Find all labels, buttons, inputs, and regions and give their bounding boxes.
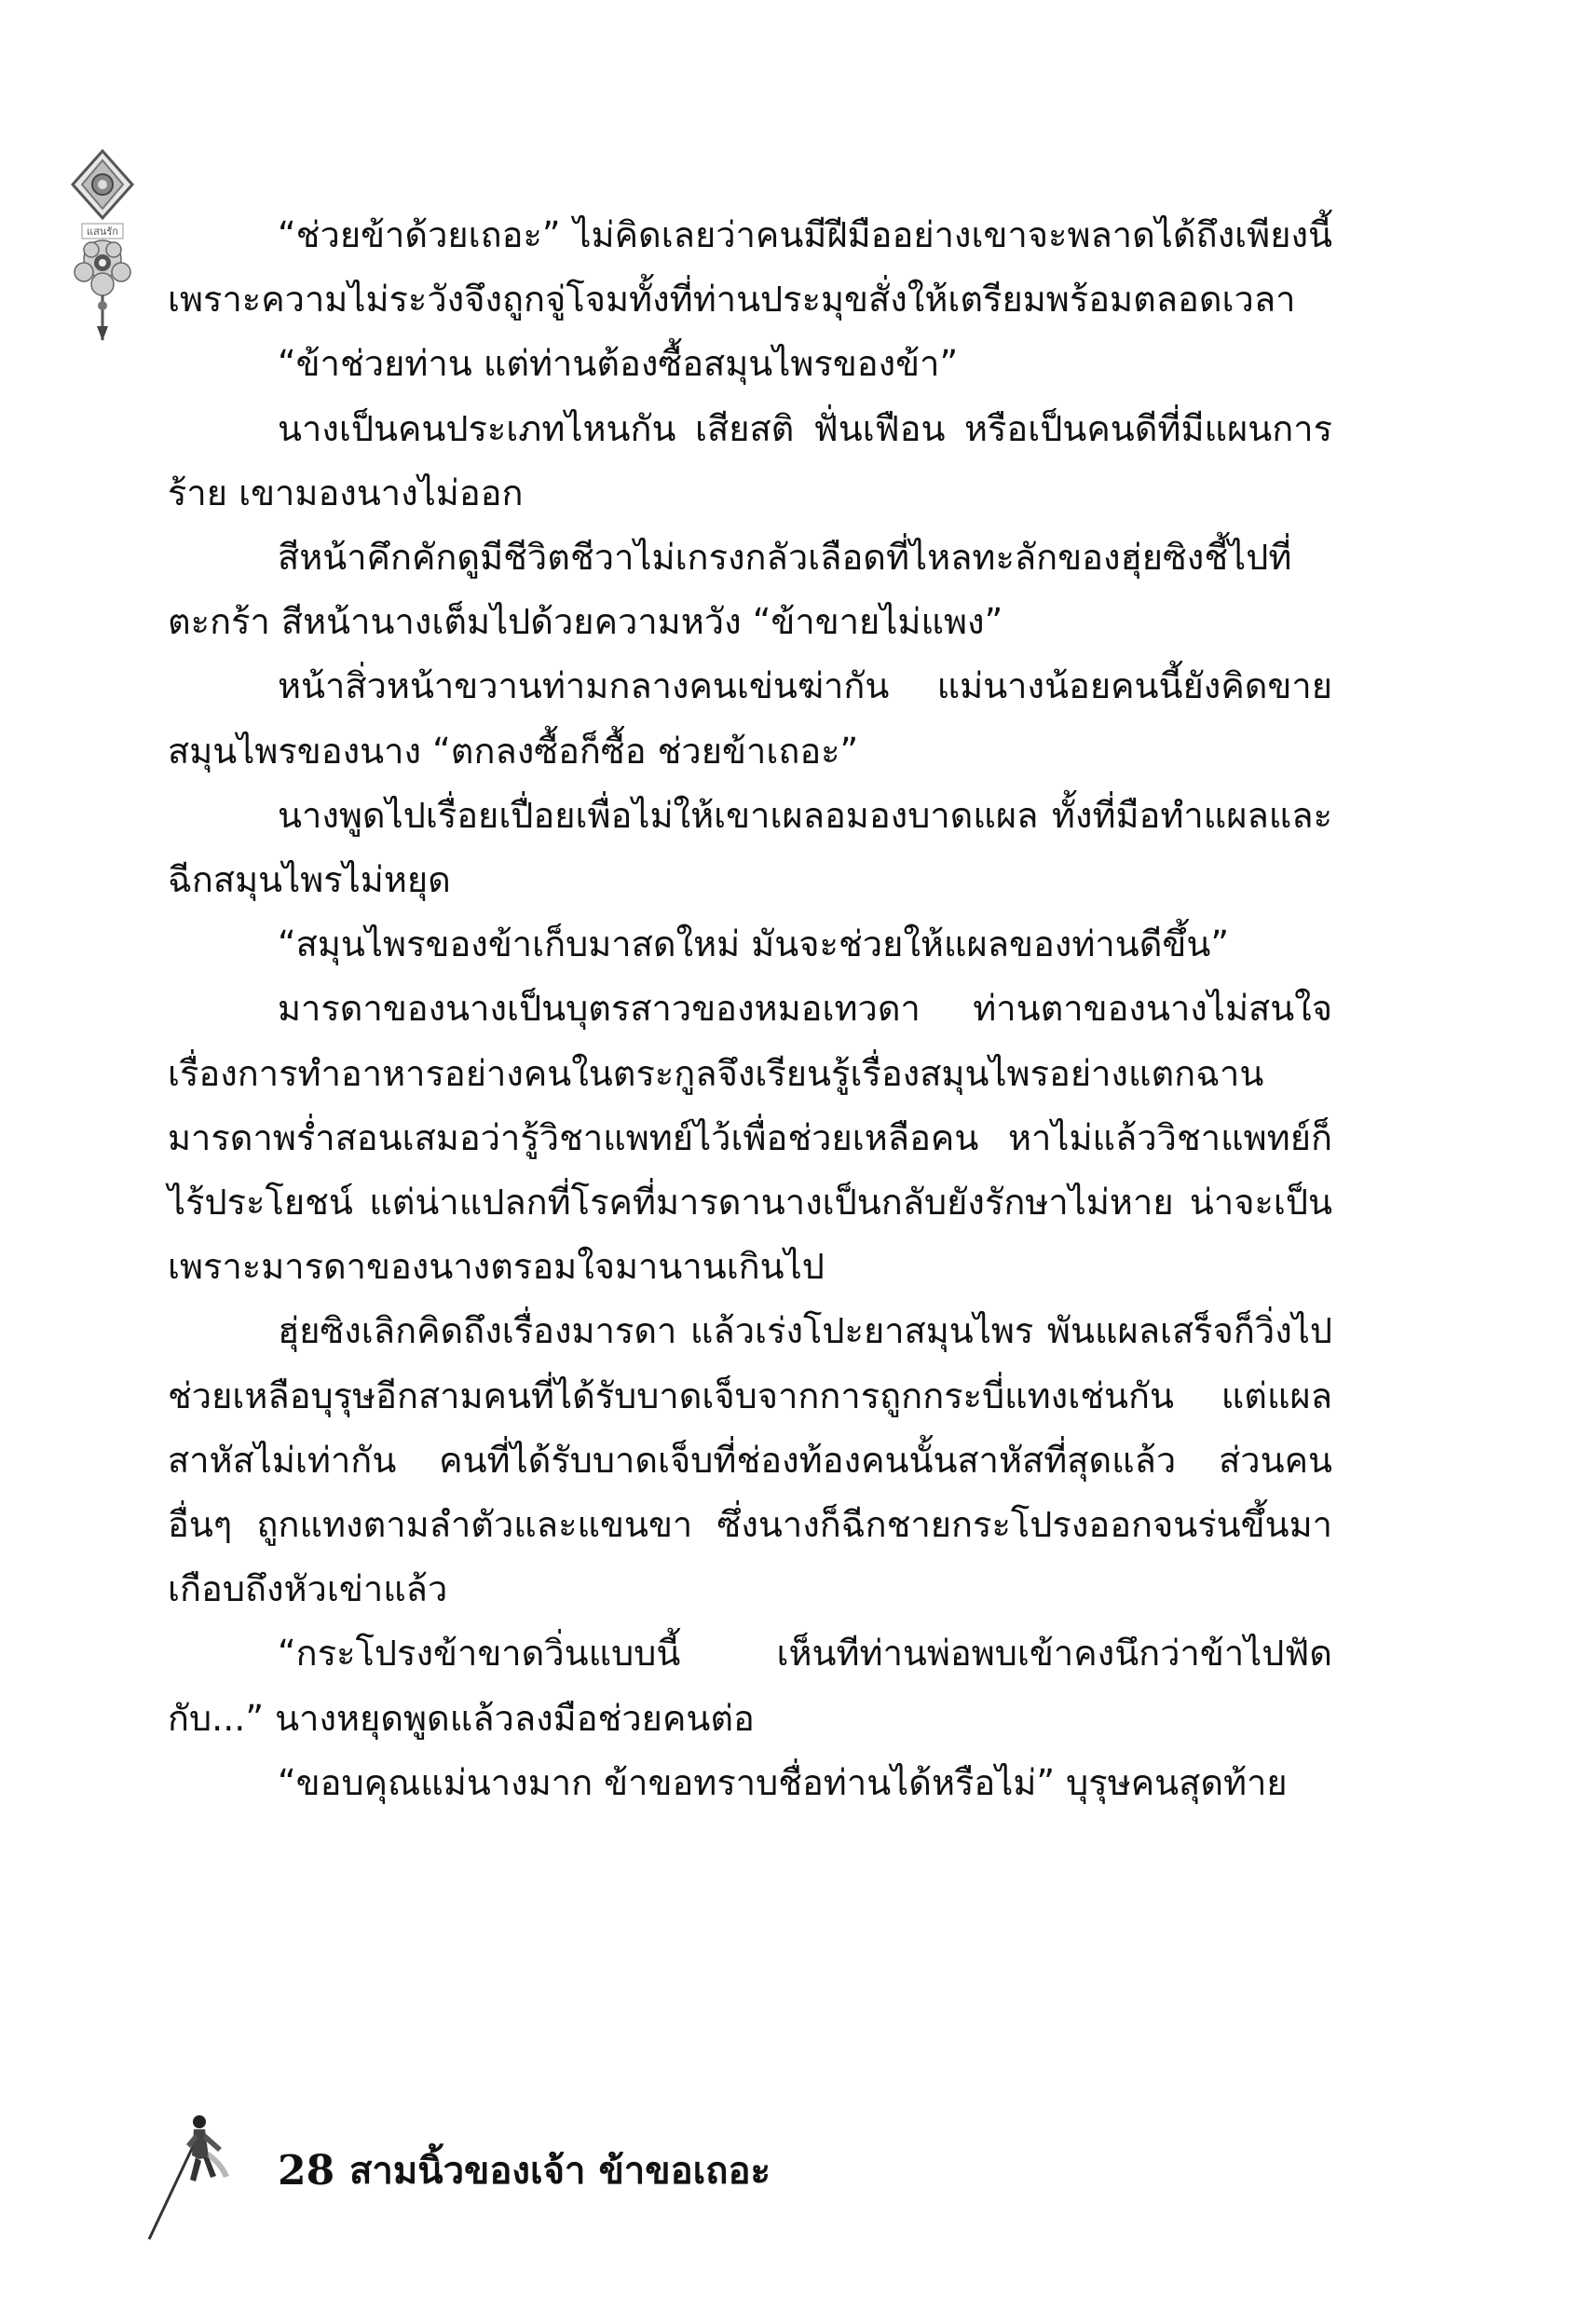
paragraph: “ขอบคุณแม่นางมาก ข้าขอทราบชื่อท่านได้หรือไม่” บุรุษคนสุดท้าย	[278, 1761, 1288, 1803]
body-text	[168, 203, 1332, 1815]
climber-figure-icon	[140, 2111, 242, 2241]
paragraph: “กระโปรงข้าขาดวิ่นแบบนี้ เห็นทีท่านพ่อพบเข้าคงนึกว่าข้าไปฟัดกับ...” นางหยุดพูดแล้วลงมือช่วยคนต่อ	[168, 1633, 1332, 1739]
paragraph: มารดาของนางเป็นบุตรสาวของหมอเทวดา ท่านตาของนางไม่สนใจเรื่องการทำอาหารอย่างคนในตระกูลจึงเรียนรู้เรื่องสมุนไพรอย่างแตกฉาน มารดาพร่ำสอนเสมอว่ารู้วิชาแพทย์ไว้เพื่อช่วยเหลือคน หาไม่แล้ววิชาแพทย์ก็ไร้ประโยชน์ แต่น่าแปลกที่โรคที่มารดานางเป็นกลับยังรักษาไม่หาย น่าจะเป็นเพราะมารดาของนางตรอมใจมานานเกินไป	[168, 988, 1332, 1288]
paragraph: “สมุนไพรของข้าเก็บมาสดใหม่ มันจะช่วยให้แผลของท่านดีขึ้น”	[278, 923, 1230, 965]
paragraph: นางเป็นคนประเภทไหนกัน เสียสติ ฟั่นเฟือน หรือเป็นคนดีที่มีแผนการร้าย เขามองนางไม่ออก	[168, 407, 1332, 513]
paragraph: “ช่วยข้าด้วยเถอะ” ไม่คิดเลยว่าคนมีฝีมืออย่างเขาจะพลาดได้ถึงเพียงนี้ เพราะความไม่ระวังจึงถูกจู่โจมทั้งที่ท่านประมุขสั่งให้เตรียมพร้อมตลอดเวลา	[168, 214, 1332, 321]
paragraph: นางพูดไปเรื่อยเปื่อยเพื่อไม่ให้เขาเผลอมองบาดแผล ทั้งที่มือทำแผลและฉีกสมุนไพรไม่หยุด	[168, 794, 1332, 901]
emblem-label: แสนรัก	[87, 226, 118, 238]
page-number: 28	[278, 2147, 335, 2195]
book-title: สามนิ้วของเจ้า ข้าขอเถอะ	[349, 2150, 771, 2193]
paragraph: ฮุ่ยซิงเลิกคิดถึงเรื่องมารดา แล้วเร่งโปะยาสมุนไพร พันแผลเสร็จก็วิ่งไปช่วยเหลือบุรุษอีกสามคนที่ได้รับบาดเจ็บจากการถูกกระบี่แทงเช่นกัน แต่แผลสาหัสไม่เท่ากัน คนที่ได้รับบาดเจ็บที่ช่องท้องคนนั้นสาหัสที่สุดแล้ว ส่วนคนอื่นๆ ถูกแทงตามลำตัวและแขนขา ซึ่งนางก็ฉีกชายกระโปรงออกจนร่นขึ้นมาเกือบถึงหัวเข่าแล้ว	[168, 1310, 1332, 1610]
ornament-emblem-icon	[65, 149, 140, 345]
page-footer	[140, 2111, 792, 2241]
paragraph: หน้าสิ่วหน้าขวานท่ามกลางคนเข่นฆ่ากัน แม่นางน้อยคนนี้ยังคิดขายสมุนไพรของนาง “ตกลงซื้อก็ซื้อ ช่วยข้าเถอะ”	[168, 665, 1332, 772]
paragraph: สีหน้าคึกคักดูมีชีวิตชีวาไม่เกรงกลัวเลือดที่ไหลทะลักของฮุ่ยซิงชี้ไปที่ตะกร้า สีหน้านางเต็มไปด้วยความหวัง “ข้าขายไม่แพง”	[168, 537, 1292, 643]
paragraph: “ข้าช่วยท่าน แต่ท่านต้องซื้อสมุนไพรของข้า”	[278, 343, 959, 385]
